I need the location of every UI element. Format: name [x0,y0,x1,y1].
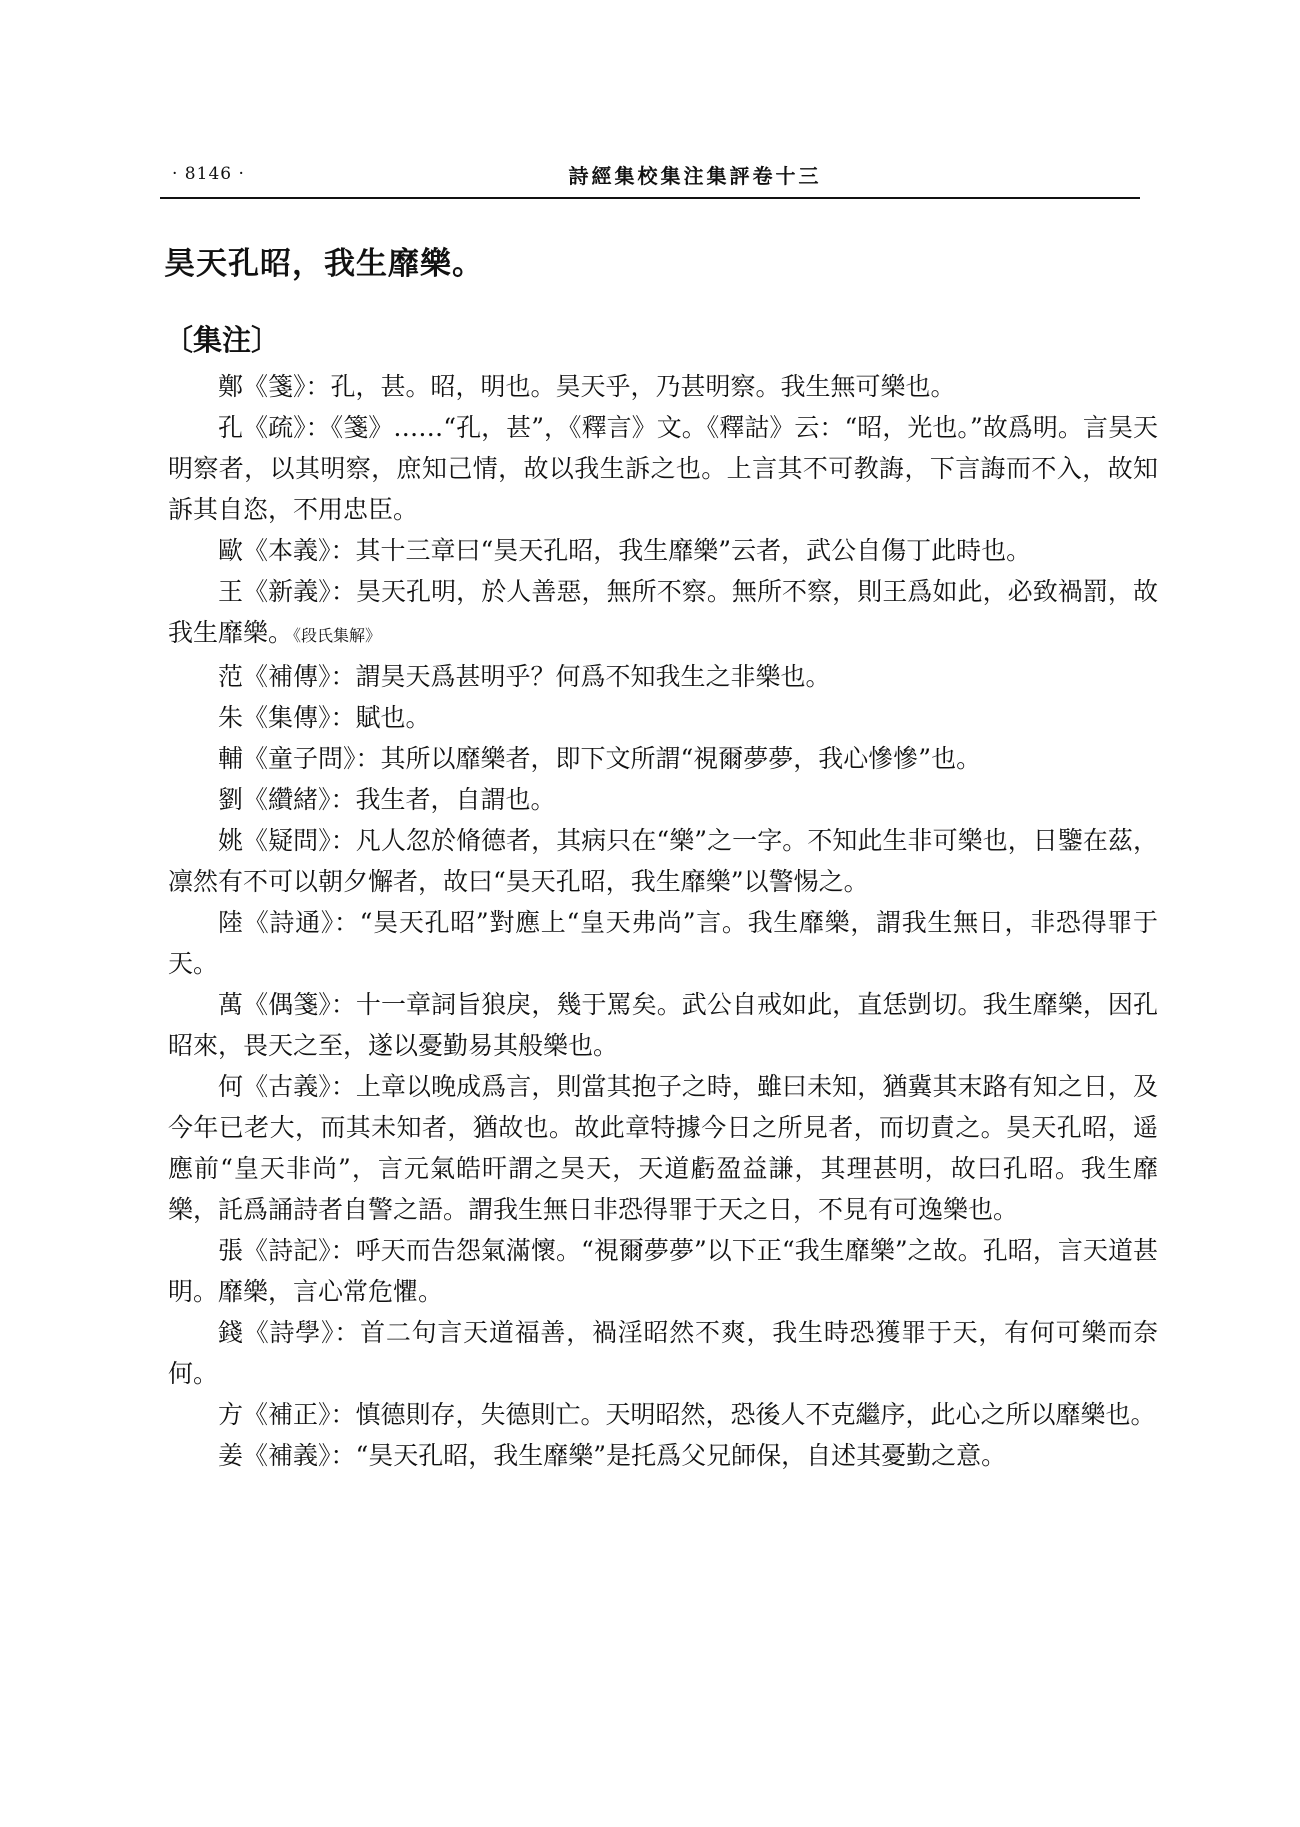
commentary-entry: 孔《疏》：《箋》……“孔，甚”，《釋言》文。《釋詁》云：“昭，光也。”故爲明。言昊天明察者，以其明察，庶知己情，故以我生訴之也。上言其不可教誨，下言誨而不入，故知訴其自恣，不用忠臣。 [168,413,1158,524]
commentary-body [168,366,1158,1476]
header-rule [160,197,1140,199]
commentary-entry: 輔《童子問》：其所以靡樂者，即下文所謂“視爾夢夢，我心慘慘”也。 [218,744,982,773]
commentary-entry: 錢《詩學》：首二句言天道福善，禍淫昭然不爽，我生時恐獲罪于天，有何可樂而奈何。 [168,1318,1158,1388]
commentary-entry: 張《詩記》：呼天而告怨氣滿懷。“視爾夢夢”以下正“我生靡樂”之故。孔昭，言天道甚明。靡樂，言心常危懼。 [168,1236,1158,1306]
source-note: 《段氏集解》 [293,626,382,645]
page-number: · 8146 · [172,164,245,184]
commentary-entry: 方《補正》：慎德則存，失德則亡。天明昭然，恐後人不克繼序，此心之所以靡樂也。 [218,1400,1156,1429]
commentary-entry: 劉《纘緒》：我生者，自謂也。 [218,785,556,814]
verse-heading: 昊天孔昭，我生靡樂。 [164,246,484,282]
commentary-entry: 陸《詩通》：“昊天孔昭”對應上“皇天弗尚”言。我生靡樂，謂我生無日，非恐得罪于天。 [168,908,1158,978]
commentary-entry: 姜《補義》：“昊天孔昭，我生靡樂”是托爲父兄師保，自述其憂勤之意。 [218,1441,1007,1470]
running-title: 詩經集校集注集評卷十三 [568,164,822,188]
commentary-entry: 萬《偶箋》：十一章詞旨狼戾，幾于罵矣。武公自戒如此，直恁剴切。我生靡樂，因孔昭來，畏天之至，遂以憂勤易其般樂也。 [168,990,1158,1060]
page-header [160,160,1140,196]
commentary-entry: 范《補傳》：謂昊天爲甚明乎？何爲不知我生之非樂也。 [218,662,831,691]
commentary-entry: 朱《集傳》：賦也。 [218,703,431,732]
commentary-entry: 王《新義》：昊天孔明，於人善惡，無所不察。無所不察，則王爲如此，必致禍罰，故我生靡樂。《段氏集解》 [168,577,1158,647]
commentary-entry: 姚《疑問》：凡人忽於脩德者，其病只在“樂”之一字。不知此生非可樂也，日鑒在茲，凛然有不可以朝夕懈者，故曰“昊天孔昭，我生靡樂”以警惕之。 [168,826,1158,896]
commentary-entry: 歐《本義》：其十三章曰“昊天孔昭，我生靡樂”云者，武公自傷丁此時也。 [218,536,1032,565]
commentary-entry: 何《古義》：上章以晚成爲言，則當其抱子之時，雖曰未知，猶冀其末路有知之日，及今年已老大，而其未知者，猶故也。故此章特據今日之所見者，而切責之。昊天孔昭，遥應前“皇天非尚”，言元氣皓旰謂之昊天，天道虧盈益謙，其理甚明，故曰孔昭。我生靡樂，託爲誦詩者自警之語。謂我生無日非恐得罪于天之日，不見有可逸樂也。 [168,1072,1158,1224]
section-label: 〔集注〕 [164,323,281,357]
commentary-entry: 鄭《箋》：孔，甚。昭，明也。昊天乎，乃甚明察。我生無可樂也。 [218,372,956,401]
